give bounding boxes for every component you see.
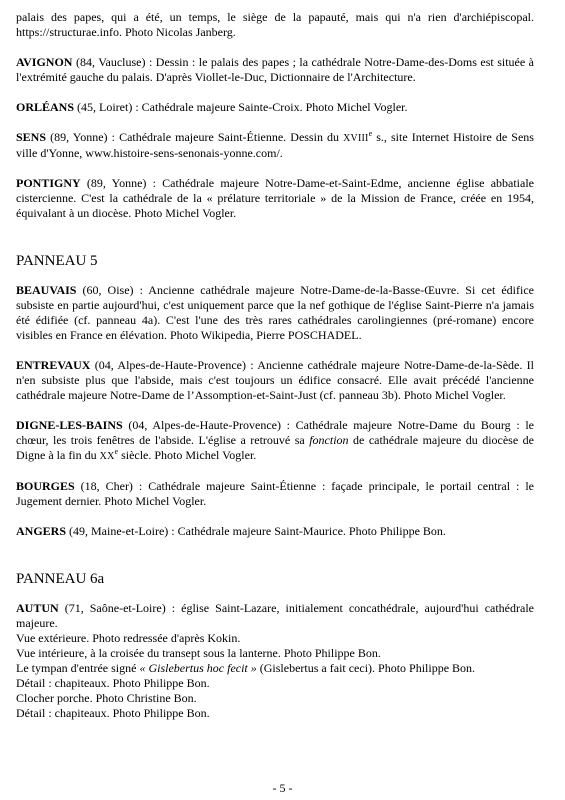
entry-name: AUTUN (16, 601, 59, 615)
superscript: e (368, 129, 373, 138)
century-numeral: XVIII (343, 133, 369, 144)
entry-name: BOURGES (16, 479, 75, 493)
entry-pontigny (16, 176, 534, 221)
entry-name: PONTIGNY (16, 176, 81, 190)
entry-orleans (16, 100, 534, 115)
italic-text: « Gislebertus hoc fecit » (139, 661, 257, 675)
intro-paragraph: palais des papes, qui a été, un temps, le siège de la papauté, mais qui n'a rien d'archiépiscopal. https://structurae.info. Photo Nicolas Janberg. (16, 10, 534, 39)
entry-digne-les-bains (16, 418, 534, 464)
entry-text: (71, Saône-et-Loire) : église Saint-Lazare, initialement concathédrale, aujourd'hui cathédrale majeure. (16, 601, 534, 630)
caption-text: Le tympan d'entrée signé (16, 661, 140, 675)
entry-name: ORLÉANS (16, 100, 75, 114)
entry-angers (16, 524, 534, 539)
caption-text: (Gislebertus a fait ceci). Photo Philippe Bon. (256, 661, 476, 675)
entry-text: (04, Alpes-de-Haute-Provence) : Ancienne cathédrale majeure Notre-Dame-de-la-Sède. Il n'en subsiste plus que l'abside, mais c'est toujours un édifice consacré. Elle avait précédé l'ancienne cathédrale majeure Notre-Dame de l’Assomption-et-Saint-Just (cf. panneau 3b). Photo Michel Vogler. (16, 358, 534, 402)
century-numeral: XX (99, 451, 115, 462)
caption-line: Vue intérieure, à la croisée du transept sous la lanterne. Photo Philippe Bon. (16, 646, 381, 660)
entry-autun (16, 601, 534, 631)
superscript: e (114, 447, 119, 456)
section-heading-panneau-5: PANNEAU 5 (16, 253, 98, 269)
entry-name: ENTREVAUX (16, 358, 91, 372)
italic-text: fonction (309, 433, 349, 447)
entry-bourges (16, 479, 534, 509)
entry-text: siècle. Photo Michel Vogler. (118, 448, 257, 462)
caption-line: Détail : chapiteaux. Photo Philippe Bon. (16, 706, 210, 720)
entry-avignon (16, 55, 534, 85)
document-page (16, 10, 534, 721)
entry-text: (45, Loiret) : Cathédrale majeure Sainte-Croix. Photo Michel Vogler. (74, 100, 408, 114)
entry-name: AVIGNON (16, 55, 73, 69)
entry-text: (49, Maine-et-Loire) : Cathédrale majeure Saint-Maurice. Photo Philippe Bon. (66, 524, 446, 538)
entry-name: ANGERS (16, 524, 67, 538)
entry-name: DIGNE-LES-BAINS (16, 418, 123, 432)
entry-text: (18, Cher) : Cathédrale majeure Saint-Étienne : façade principale, le portail central : le Jugement dernier. Photo Michel Vogler. (16, 479, 534, 508)
entry-beauvais (16, 283, 534, 343)
entry-text: s., site Internet Histoire de Sens ville d'Yonne, www.histoire-sens-senonais-yonne.com/. (16, 130, 534, 160)
caption-line-tympan (16, 661, 534, 676)
entry-text: (89, Yonne) : Cathédrale majeure Notre-Dame-et-Saint-Edme, ancienne église abbatiale cistercienne. C'est la cathédrale de la « prélature territoriale » de la Mission de France, créée en 1954, équivalant à un diocèse. Photo Michel Vogler. (16, 176, 534, 220)
entry-text: (84, Vaucluse) : Dessin : le palais des papes ; la cathédrale Notre-Dame-des-Doms est située à l'extrémité gauche du palais. D'après Viollet-le-Duc, Dictionnaire de l'Architecture. (16, 55, 534, 84)
entry-text: (60, Oise) : Ancienne cathédrale majeure Notre-Dame-de-la-Basse-Œuvre. Si cet édifice subsiste en partie aujourd'hui, c'est uniquement parce que la nef gothique de l'église Saint-Pierre n'a jamais été édifiée (cf. panneau 4a). C'est l'une des très rares cathédrales carolingiennes (pré-romane) encore visibles en France en élévation. Photo Wikipedia, Pierre POSCHADEL. (16, 283, 534, 342)
entry-name: SENS (16, 130, 47, 144)
caption-line: Détail : chapiteaux. Photo Philippe Bon. (16, 676, 210, 690)
section-heading-panneau-6a: PANNEAU 6a (16, 571, 105, 587)
entry-sens (16, 130, 534, 161)
entry-entrevaux (16, 358, 534, 403)
caption-line: Vue extérieure. Photo redressée d'après Kokin. (16, 631, 241, 645)
entry-name: BEAUVAIS (16, 283, 77, 297)
page-number: - 5 - (272, 781, 293, 795)
entry-text: (89, Yonne) : Cathédrale majeure Saint-Étienne. Dessin du (46, 130, 344, 144)
caption-line: Clocher porche. Photo Christine Bon. (16, 691, 197, 705)
entry-text: (04, Alpes-de-Haute-Provence) : Cathédrale majeure Notre-Dame du Bourg : le chœur, les trois fenêtres de l'abside. L'église a retrouvé sa (16, 418, 534, 447)
entry-text: de cathédrale majeure du diocèse de Digne à la fin du (16, 433, 534, 462)
